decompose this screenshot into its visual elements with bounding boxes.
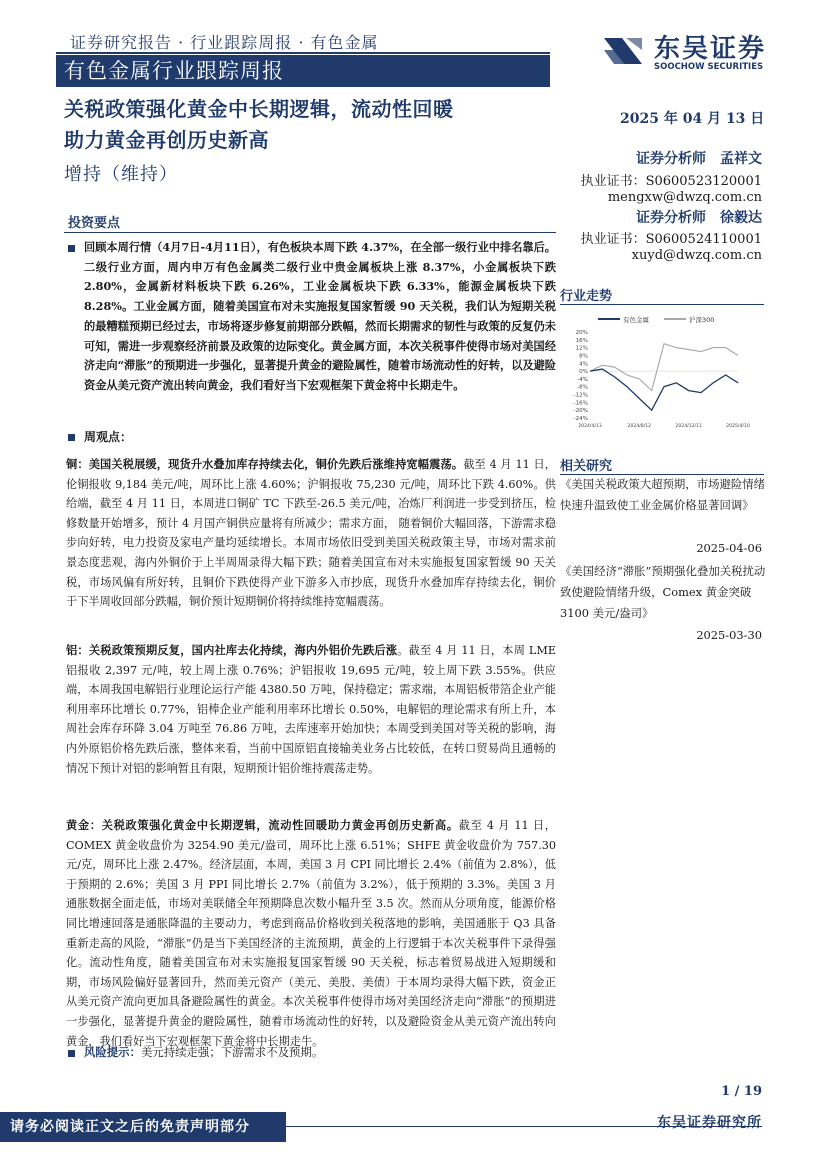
y-tick-label: 0%: [579, 369, 588, 376]
analyst-1-license: 执业证书：S0600523120001: [580, 174, 762, 189]
weekly-heading: 周观点：: [84, 430, 133, 444]
header-rule: [56, 52, 550, 54]
title-line-1: 关税政策强化黄金中长期逻辑，流动性回暖: [64, 97, 454, 121]
rating: 增持（维持）: [64, 164, 178, 185]
invest-points-summary: 回顾本周行情（4月7日-4月11日），有色板块本周下跌 4.37%，在全部一级行业中排名靠后。二级行业方面，周内申万有色金属类二级行业中贵金属板块上涨 8.37%，小金属板块下跌 2.80%，金属新材料板块下跌 6.26%，工业金属板块下跌 6.33%，能源金属板块下跌 8.28%。工业金属方面，随着美国宣布对未实施报复国家暂缓 90 天关税，我们认为短期关税的最糟糕预期已经过去，市场将逐步修复前期部分跌幅，然而长期需求的韧性与政策的反复仍未可知，需进一步观察经济前景及政策的边际变化。黄金属方面，本次关税事件使得市场对美国经济走向“滞胀”的预期进一步强化，显著提升黄金的避险属性，随着市场流动性的好转，以及避险资金从美元资产流出转向黄金，我们看好当下宏观框架下黄金将中长期走牛。: [84, 240, 556, 392]
legend-label-a: 有色金属: [623, 316, 649, 324]
x-tick-label: 2024/12/11: [675, 424, 702, 429]
x-tick-label: 2025/4/10: [726, 424, 750, 429]
breadcrumb: 证券研究报告 · 行业跟踪周报 · 有色金属: [70, 33, 379, 52]
related-item-1-title[interactable]: 《美国关税政策大超预期，市场避险情绪快速升温致使工业金属价格显著回调》: [560, 477, 766, 512]
chart-lines: [590, 344, 738, 411]
copper-body: 截至 4 月 11 日，伦铜报收 9,184 美元/吨，周环比上涨 4.60%；沪铜报收 75,230 元/吨，周环比下跌 4.60%。供给端，截至 4 月 11 日，本周进口铜矿 TC 下跌至-26.5 美元/吨，冶炼厂利润进一步受到挤压，检修数量开始增多，预计 4 月国产铜供应量将有所减少；需求方面， 随着铜价大幅回落，下游需求稳步向好转，电力投资及家电产量均延续增长。本周市场依旧受到美国关税政策主导，市场对需求前景态度悲观，海内外铜价于上半周周录得大幅下跌；随着美国宣布对未实施报复国家暂缓 90 天关税，市场风偏有所好转，且铜价下跌使得产业下游多入市抄底，现货升水叠加库存持续去化，铜价于下半周收回部分跌幅，铜价预计短期铜价将持续维持宽幅震荡。: [66, 458, 556, 609]
bullet-square-icon: [68, 1050, 75, 1057]
bullet-square-icon: [68, 434, 75, 441]
trend-rule: [560, 304, 764, 305]
y-tick-label: 16%: [575, 337, 588, 344]
trend-heading: 行业走势: [560, 289, 613, 304]
footer-org: 东吴证券研究所: [657, 1115, 762, 1131]
analyst-2-email[interactable]: xuyd@dwzq.com.cn: [631, 248, 762, 263]
y-tick-label: -24%: [573, 416, 588, 422]
aluminum-paragraph: [66, 641, 556, 778]
analyst-2-role: 证券分析师 徐毅达: [636, 210, 762, 226]
copper-lead: 铜：美国关税展缓，现货升水叠加库存持续去化，铜价先跌后涨维持宽幅震荡。: [66, 457, 464, 471]
invest-points-rule: [64, 232, 556, 233]
x-tick-label: 2024/8/12: [627, 424, 652, 429]
trend-chart: [560, 310, 750, 432]
company-logo: [600, 28, 770, 76]
x-axis-ticks: [578, 423, 750, 429]
logo-text-cn: 东吴证券: [654, 34, 767, 64]
related-item-2-title[interactable]: 《美国经济“滞胀”预期强化叠加关税扰动致使避险情绪升级，Comex 黄金突破 3100 美元/盎司》: [560, 564, 766, 620]
y-tick-label: 8%: [579, 353, 588, 360]
analyst-1-role: 证券分析师 孟祥文: [636, 151, 762, 167]
bullet-square-icon: [68, 245, 75, 252]
y-tick-label: -8%: [577, 384, 588, 391]
invest-points-heading: 投资要点: [68, 216, 121, 231]
y-tick-label: -16%: [573, 400, 588, 407]
aluminum-body: 。截至 4 月 11 日，本周 LME 铝报收 2,397 元/吨，较上周上涨 0.76%；沪铝报收 19,695 元/吨，较上周下跌 3.55%。供应端，本周我国电解铝行业理论运行产能 4380.50 万吨，保持稳定；需求端，本周铝板带箔企业产能利用率环比增长 0.77%，铝棒企业产能利用率环比增长 0.50%，电解铝的理论需求有所上升，本周社会库存环降 3.04 万吨至 76.86 万吨，去库速率开始加快；本周受到美国对等关税的影响，海内外原铝价格先跌后涨，整体来看，当前中国原铝直接输美业务占比较低，在转口贸易尚且通畅的情况下预计对铝的影响暂且有限，短期预计铝价维持震荡走势。: [66, 644, 556, 775]
page-number: 1 / 19: [721, 1084, 762, 1099]
category-banner: 有色金属行业跟踪周报: [56, 55, 550, 87]
related-heading: 相关研究: [560, 459, 613, 474]
gold-body: 截至 4 月 11 日，COMEX 黄金收盘价为 3254.90 美元/盎司，周环比上涨 6.51%；SHFE 黄金收盘价为 757.30 元/克，周环比上涨 2.47%。经济层面，本周，美国 3 月 CPI 同比增长 2.4%（前值为 2.8%），低于预期的 2.6%；美国 3 月 PPI 同比增长 2.7%（前值为 3.2%），低于预期的 3.3%。美国 3 月通胀数据全面走低，市场对美联储全年预期降息次数小幅升至 3.5 次。然而从分项角度，能源价格同比增速回落是通胀降温的主要动力，考虑到商品价格收到关税落地的影响，美国通胀于 Q3 具备重新走高的风险，“滞胀”仍是当下美国经济的主流预期，黄金的上行逻辑于本次关税事件下录得强化。流动性角度，随着美国宣布对未实施报复国家暂缓 90 天关税，标志着贸易战进入短期缓和期，市场风险偏好显著回升，然而美元资产（美元、美股、美债）于本周均录得大幅下跌，资金正从美元资产流向更加具备避险属性的黄金。本次关税事件使得市场对美国经济走向“滞胀”的预期进一步强化，显著提升黄金的避险属性，随着市场流动性的好转，以及避险资金从美元资产流出转向黄金，我们看好当下宏观框架下黄金将中长期走牛。: [66, 819, 556, 1048]
copper-paragraph: [66, 455, 556, 612]
series-line-csi300: [590, 344, 738, 391]
analyst-2-license: 执业证书：S0600524110001: [580, 232, 762, 247]
chart-legend: [598, 315, 714, 324]
gold-paragraph: [66, 816, 556, 1051]
related-item-1-date: 2025-04-06: [696, 541, 762, 555]
risk-heading: 风险提示：: [84, 1045, 141, 1059]
y-tick-label: -20%: [573, 408, 588, 415]
risk-body: 美元持续走强；下游需求不及预期。: [140, 1045, 324, 1059]
aluminum-lead: 铝：关税政策预期反复，国内社库去化持续，海内外铝价先跌后涨: [66, 643, 398, 657]
analyst-1-email[interactable]: mengxw@dwzq.com.cn: [607, 190, 762, 205]
disclaimer-banner[interactable]: 请务必阅读正文之后的免责声明部分: [0, 1112, 286, 1142]
title-line-2: 助力黄金再创历史新高: [64, 128, 269, 152]
x-tick-label: 2024/4/13: [578, 424, 602, 429]
y-tick-label: 12%: [575, 345, 588, 352]
y-tick-label: 20%: [575, 330, 588, 336]
y-tick-label: -12%: [573, 392, 588, 399]
series-line-nonferrous: [590, 369, 738, 410]
report-title: [64, 94, 554, 156]
gold-lead: 黄金：关税政策强化黄金中长期逻辑，流动性回暖助力黄金再创历史新高。: [66, 818, 459, 832]
related-item-2-date: 2025-03-30: [696, 628, 762, 642]
y-tick-label: 4%: [579, 361, 588, 368]
y-tick-label: -4%: [577, 376, 588, 383]
logo-text-en: SOOCHOW SECURITIES: [654, 62, 764, 72]
legend-label-b: 沪深300: [689, 316, 715, 324]
logo-mark-icon: [600, 28, 646, 74]
report-date: 2025 年 04 月 13 日: [620, 111, 765, 127]
risk-line: [84, 1044, 323, 1060]
